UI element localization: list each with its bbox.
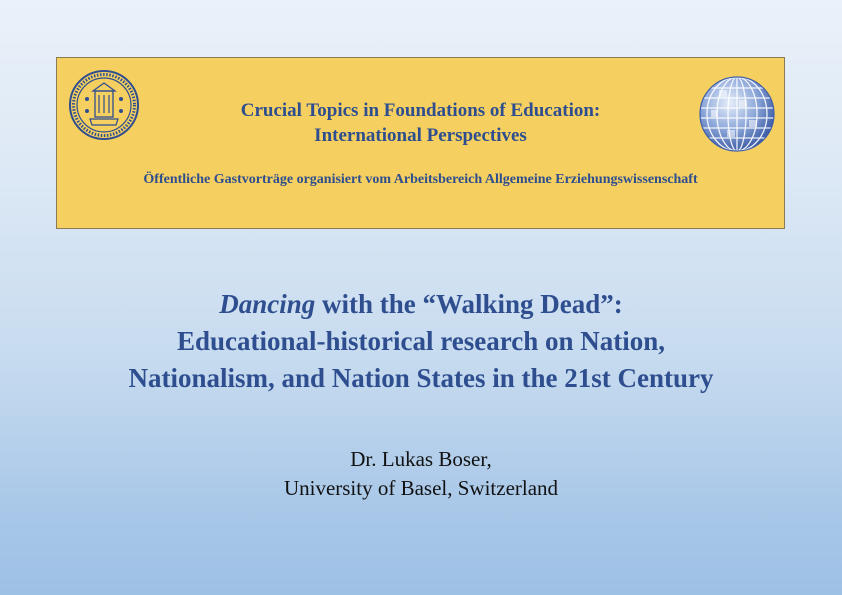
talk-title-line-1-rest: with the “Walking Dead”: xyxy=(315,289,623,319)
talk-title-line-2: Educational-historical research on Nation, xyxy=(176,326,665,356)
event-banner xyxy=(56,57,785,229)
series-title-line-1: Crucial Topics in Foundations of Education: xyxy=(240,100,601,121)
speaker-block xyxy=(0,445,842,503)
talk-title xyxy=(0,286,842,397)
series-title-line-2: International Perspectives xyxy=(314,125,527,146)
series-subtitle: Öffentliche Gastvorträge organisiert vom Arbeitsbereich Allgemeine Erziehungswissenschaft xyxy=(143,172,698,187)
speaker-name: Dr. Lukas Boser, xyxy=(350,447,492,471)
talk-title-emphasis: Dancing xyxy=(219,289,316,319)
mirror-globe-icon xyxy=(697,74,777,154)
talk-title-line-3: Nationalism, and Nation States in the 21st Century xyxy=(128,363,714,393)
speaker-affiliation: University of Basel, Switzerland xyxy=(283,476,559,500)
series-title xyxy=(57,98,784,148)
talk-title-line-1 xyxy=(0,286,842,323)
